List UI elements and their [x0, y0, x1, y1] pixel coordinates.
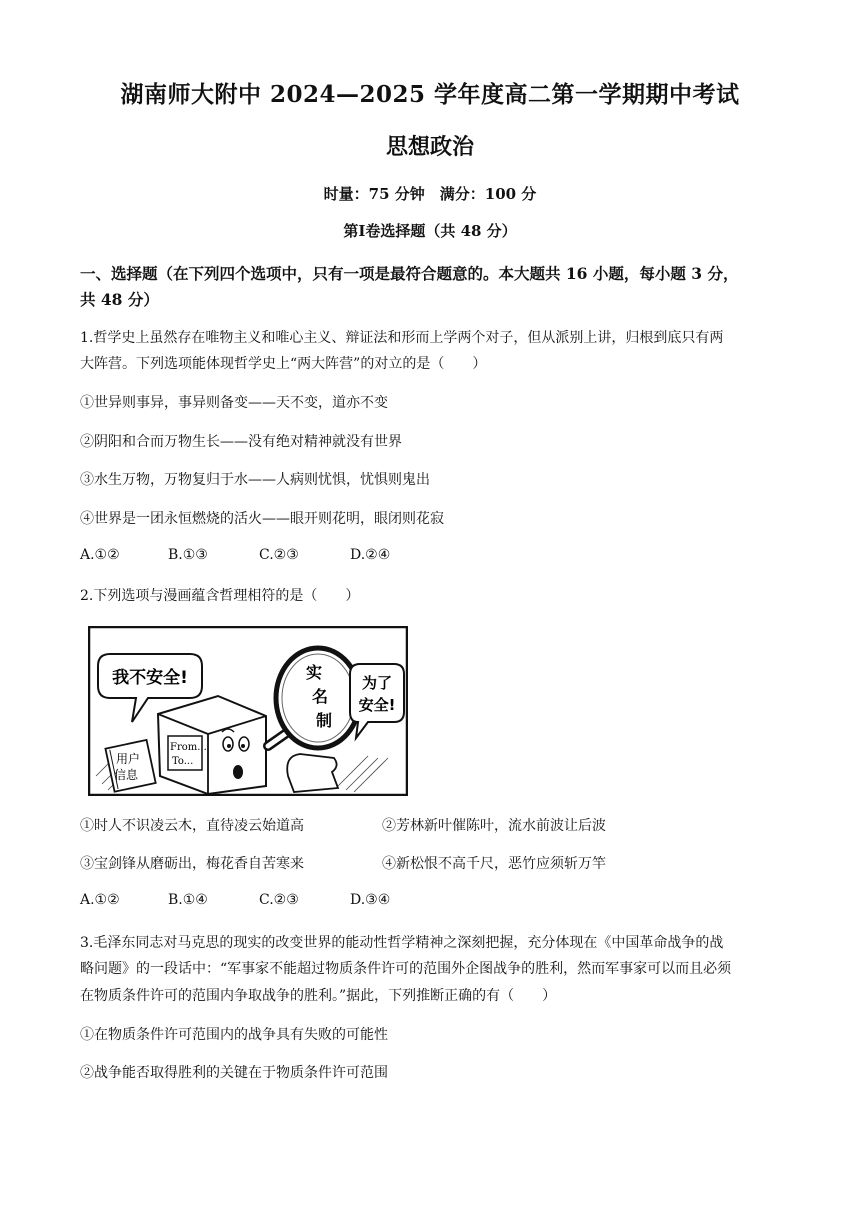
q1-stem-line-1: 1.哲学史上虽然存在唯物主义和唯心主义、辩证法和形而上学两个对子，但从派别上讲，归根到底只有两	[80, 330, 724, 346]
instructions-line-2: 共 48 分）	[80, 290, 159, 309]
q1-choice-c: C.②③	[259, 547, 299, 563]
exam-meta: 时量：75 分钟 满分：100 分	[323, 185, 537, 203]
q3-stem-line-1: 3.毛泽东同志对马克思的现实的改变世界的能动性哲学精神之深刻把握，充分体现在《中国革命战争的战	[80, 935, 724, 951]
q1-stem-line-2: 大阵营。下列选项能体现哲学史上“两大阵营”的对立的是（ ）	[80, 356, 487, 372]
q2-item-4: ④新松恨不高千尺，恶竹应须斩万竿	[382, 856, 606, 872]
q1-choice-d: D.②④	[350, 547, 391, 563]
q2-item-2: ②芳林新叶催陈叶，流水前波让后波	[382, 818, 606, 834]
section-heading: 第Ⅰ卷选择题（共 48 分）	[343, 222, 517, 240]
lens-char-1: 实	[305, 663, 323, 682]
q1-item-2: ②阴阳和合而万物生长——没有绝对精神就没有世界	[80, 434, 402, 450]
q1-item-1: ①世异则事异，事异则备变——天不变，道亦不变	[80, 395, 388, 411]
book-text-line-1: 用户	[115, 752, 141, 766]
q3-item-1: ①在物质条件许可范围内的战争具有失败的可能性	[80, 1027, 388, 1043]
q3-stem-line-3: 在物质条件许可的范围内争取战争的胜利。”据此，下列推断正确的有（ ）	[80, 988, 557, 1004]
book-text-line-2: 信息	[113, 768, 139, 782]
q3-stem-line-2: 略问题》的一段话中：“军事家不能超过物质条件许可的范围外企图战争的胜利，然而军事家可以而且必须	[80, 961, 732, 977]
q1-choice-a: A.①②	[80, 547, 120, 563]
box-text-line-2: To...	[172, 756, 194, 767]
q2-cartoon	[88, 626, 408, 796]
q2-choice-b: B.①④	[168, 892, 208, 908]
subject-title: 思想政治	[385, 134, 474, 160]
box-text-line-1: From...	[170, 742, 207, 753]
lens-char-2: 名	[311, 687, 329, 706]
instructions-line-1: 一、选择题（在下列四个选项中，只有一项是最符合题意的。本大题共 16 小题，每小题 3 分，	[80, 264, 739, 283]
lens-char-3: 制	[315, 711, 333, 730]
right-bubble-line-1: 为了	[361, 674, 393, 692]
right-bubble-line-2: 安全!	[358, 696, 396, 714]
q2-choice-a: A.①②	[80, 892, 120, 908]
q1-choice-b: B.①③	[168, 547, 208, 563]
q2-item-3: ③宝剑锋从磨砺出，梅花香自苦寒来	[80, 856, 304, 872]
q2-choice-c: C.②③	[259, 892, 299, 908]
left-bubble-text: 我不安全!	[112, 668, 188, 688]
q1-item-3: ③水生万物，万物复归于水——人病则忧惧，忧惧则鬼出	[80, 472, 430, 488]
q1-item-4: ④世界是一团永恒燃烧的活火——眼开则花明，眼闭则花寂	[80, 511, 444, 527]
q2-choice-d: D.③④	[350, 892, 391, 908]
q2-item-1: ①时人不识凌云木，直待凌云始道高	[80, 818, 304, 834]
q3-item-2: ②战争能否取得胜利的关键在于物质条件许可范围	[80, 1065, 388, 1081]
page-title: 湖南师大附中 2024—2025 学年度高二第一学期期中考试	[120, 81, 740, 108]
q2-stem: 2.下列选项与漫画蕴含哲理相符的是（ ）	[80, 588, 360, 604]
